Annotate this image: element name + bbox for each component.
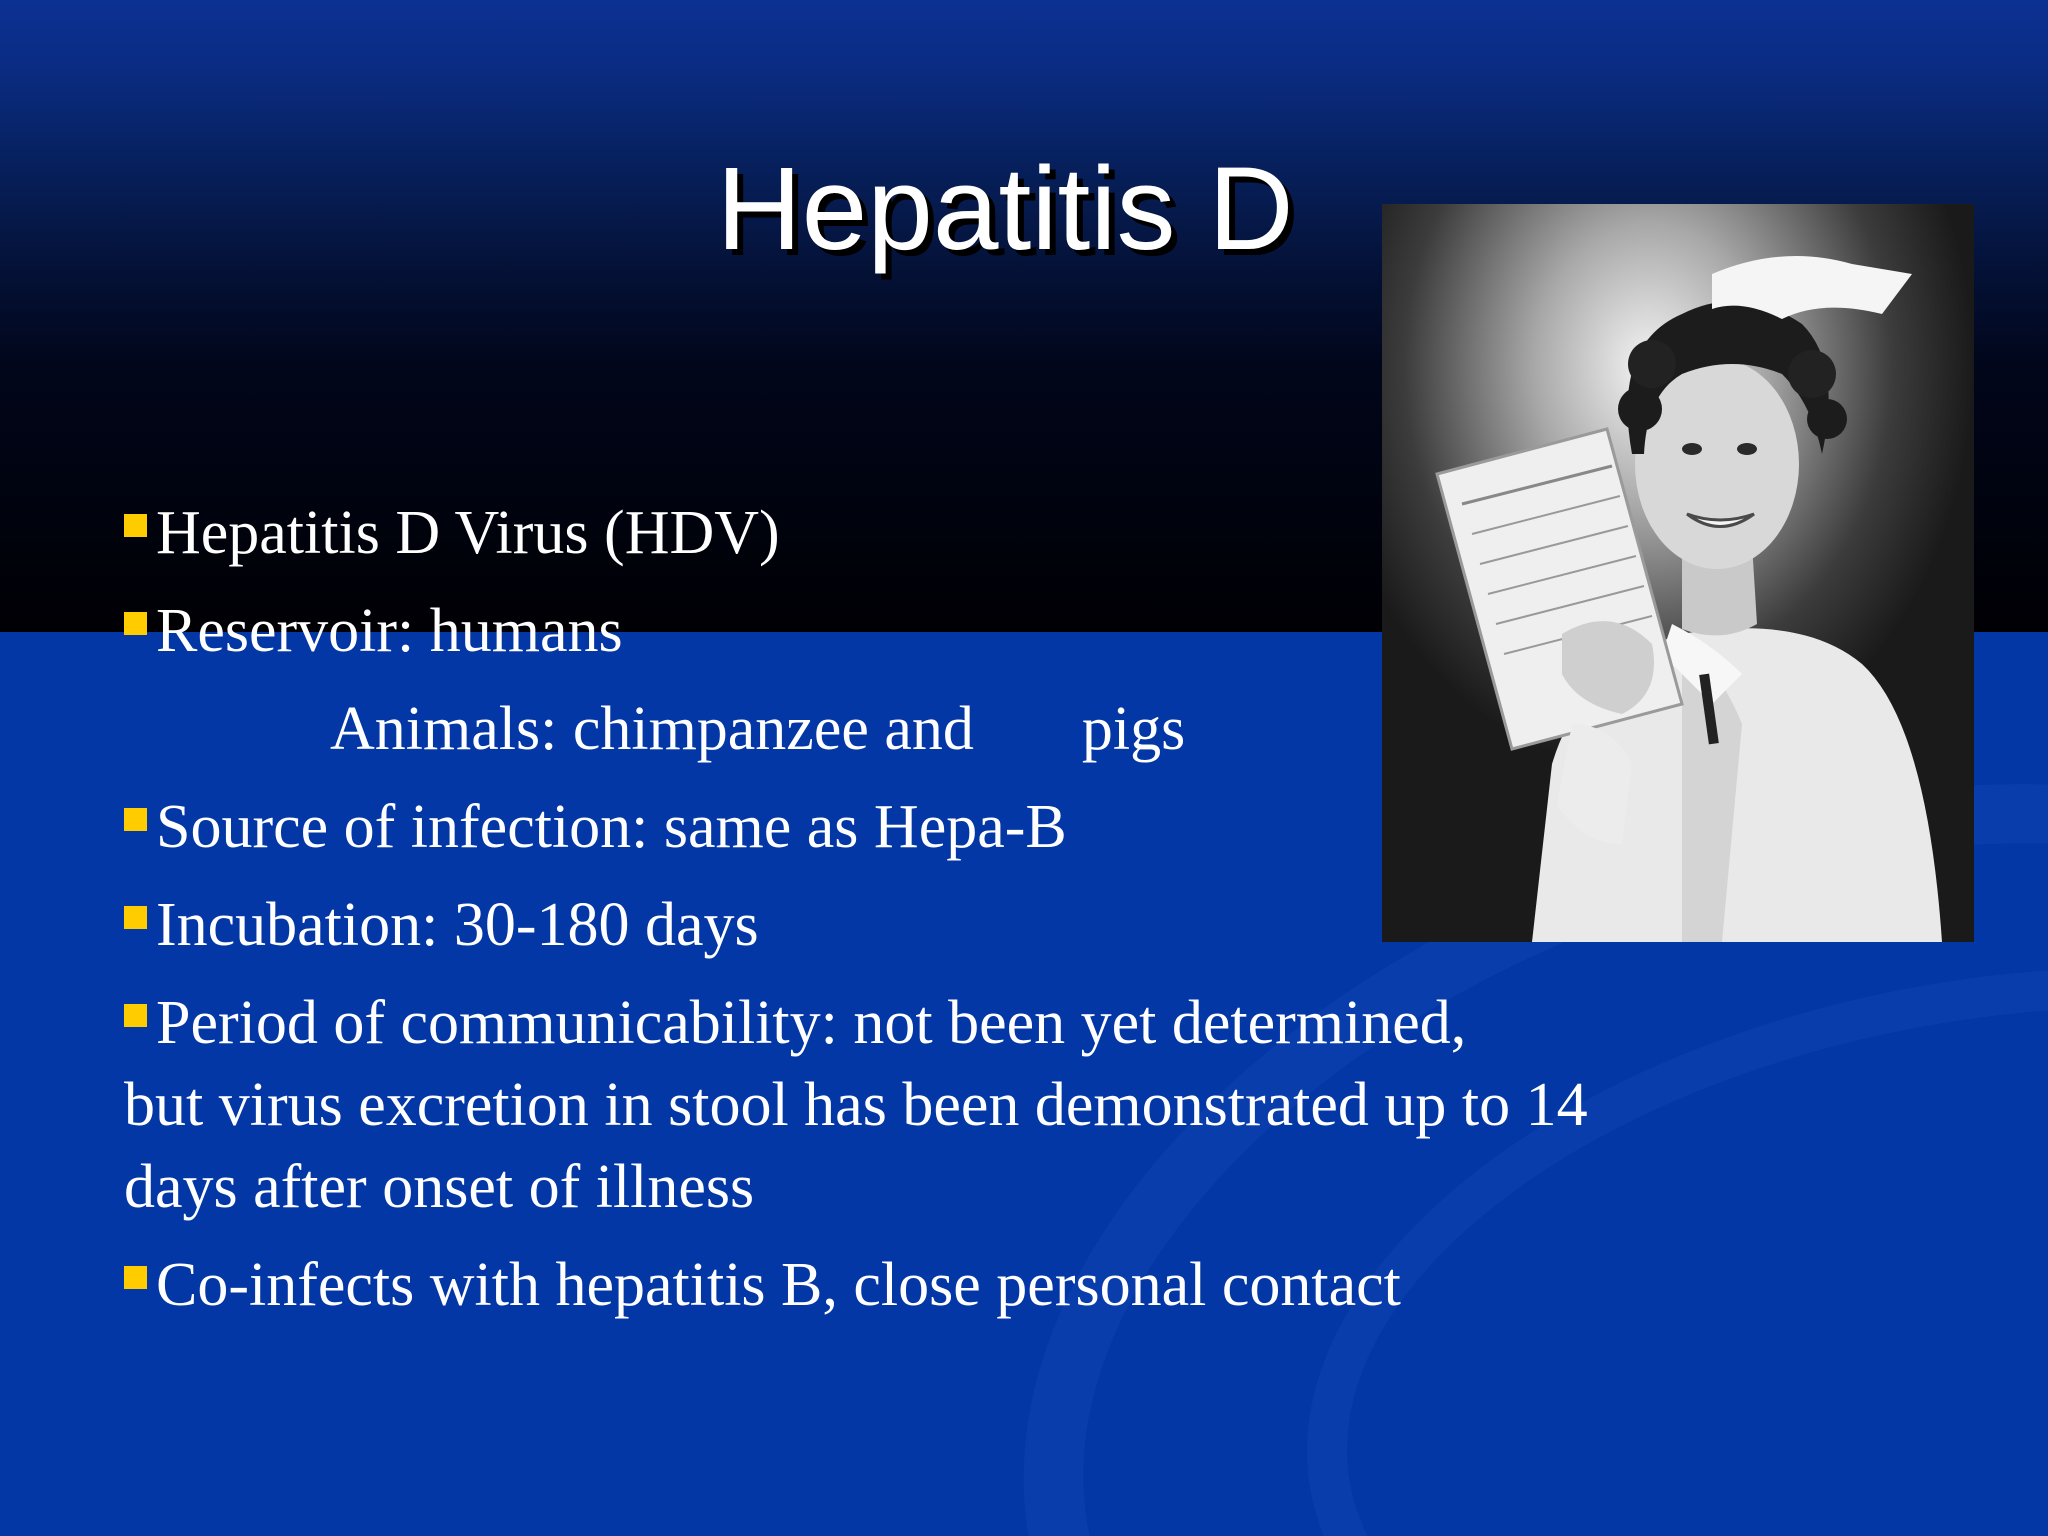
bullet-text: Source of infection: same as Hepa-B: [156, 793, 1067, 861]
bullet-list: [124, 499, 1884, 1319]
bullet-square-icon: [124, 1266, 147, 1289]
sub-line: [124, 695, 1884, 796]
list-item: [124, 499, 1884, 600]
continuation-line: days after onset of illness: [124, 1153, 755, 1221]
bullet-text: Incubation: 30-180 days: [156, 891, 759, 959]
list-item: [124, 989, 1884, 1074]
list-item: [124, 597, 1884, 698]
bullet-square-icon: [124, 514, 147, 537]
list-item: [124, 891, 1884, 992]
bullet-square-icon: [124, 808, 147, 831]
list-item: [124, 1251, 1884, 1319]
bullet-text: Co-infects with hepatitis B, close personal contact: [156, 1251, 1401, 1319]
sub-line-text-b: pigs: [1081, 695, 1186, 763]
slide-title: Hepatitis D: [716, 143, 1294, 275]
bullet-square-icon: [124, 906, 147, 929]
continuation-line: but virus excretion in stool has been demonstrated up to 14: [124, 1071, 1588, 1139]
bullet-square-icon: [124, 1004, 147, 1027]
sub-line-text-a: Animals: chimpanzee and: [330, 695, 974, 763]
bullet-text: Hepatitis D Virus (HDV): [156, 499, 780, 567]
list-item: [124, 793, 1884, 894]
bullet-square-icon: [124, 612, 147, 635]
bullet-text: Period of communicability: not been yet determined,: [156, 989, 1467, 1057]
bullet-text: Reservoir: humans: [156, 597, 623, 665]
